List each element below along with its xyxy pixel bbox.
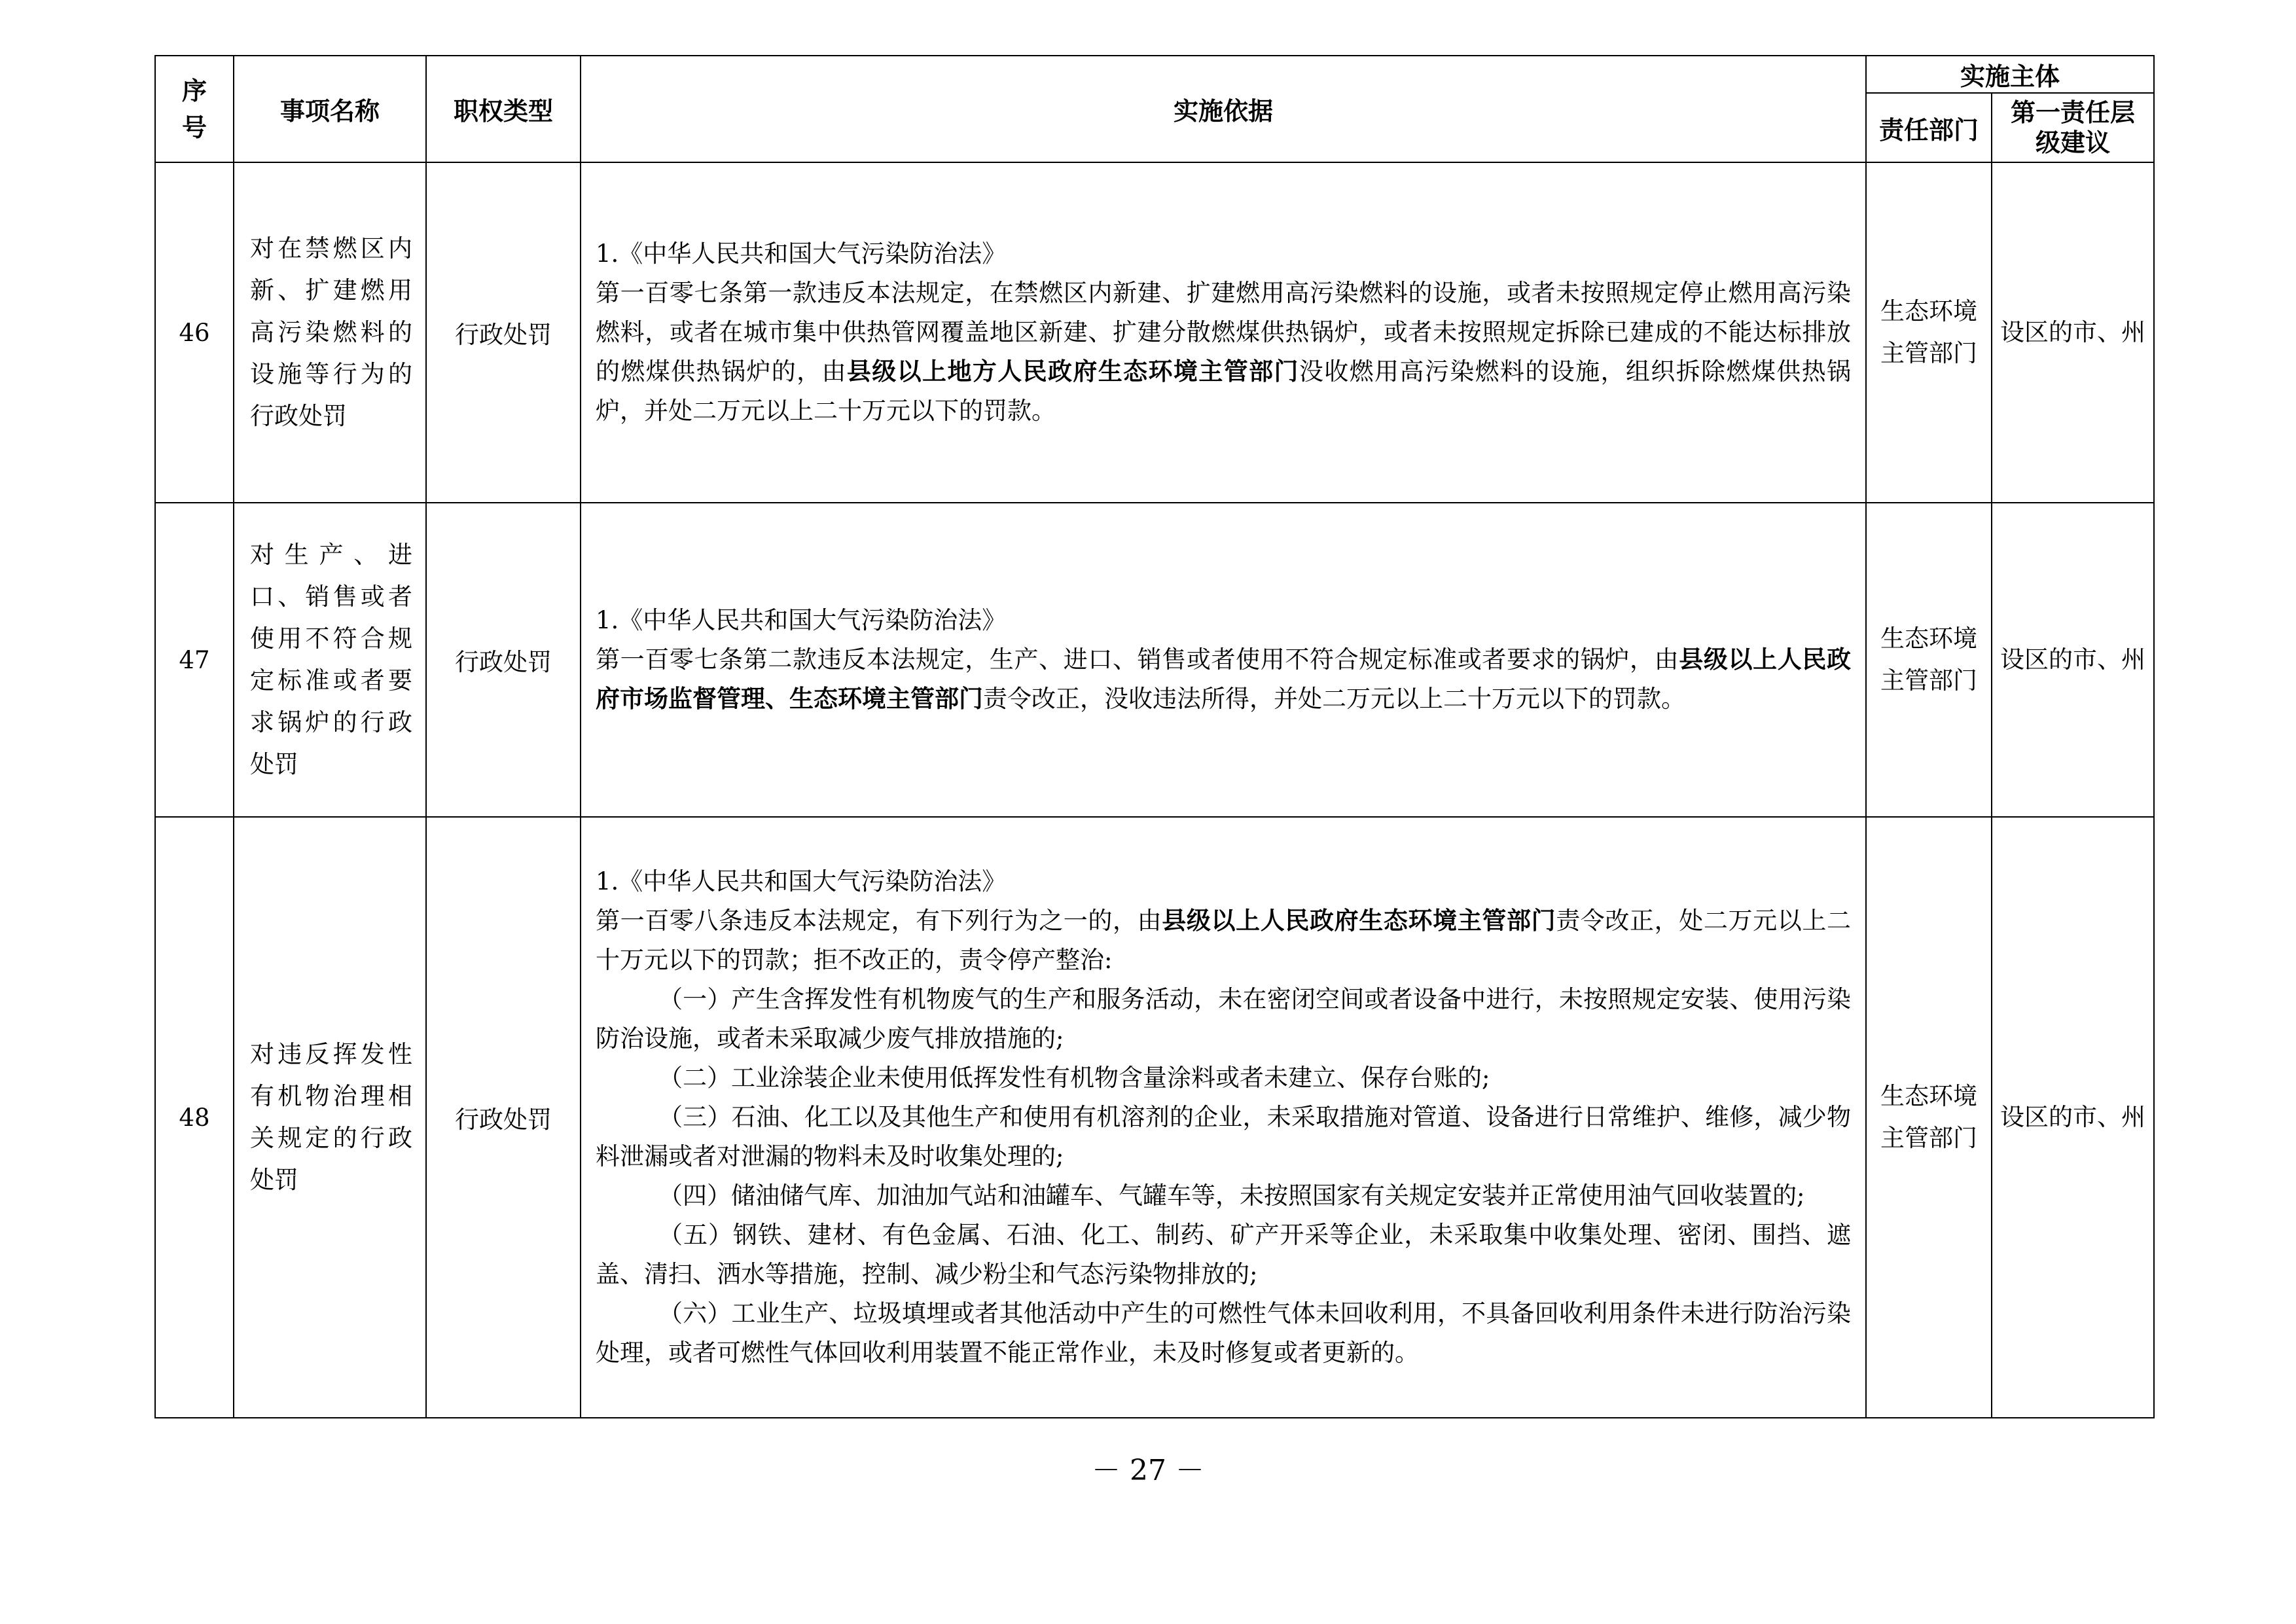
header-type: 职权类型 [426, 56, 581, 162]
row-type: 行政处罚 [426, 817, 581, 1418]
row-no: 48 [155, 817, 234, 1418]
row-no: 47 [155, 503, 234, 817]
row-dept: 生态环境主管部门 [1866, 817, 1992, 1418]
authority-bold: 县级以上人民政府生态环境主管部门 [1162, 907, 1556, 935]
law-title: 1.《中华人民共和国大气污染防治法》 [596, 867, 1007, 895]
row-basis [581, 503, 1866, 817]
header-dept: 责任部门 [1866, 93, 1992, 162]
table-row [155, 817, 2154, 1418]
law-title: 1.《中华人民共和国大气污染防治法》 [596, 606, 1007, 634]
authority-bold: 县级以上人民政府市场监督管理、生态环境主管部门 [596, 645, 1852, 713]
row-level: 设区的市、州 [1992, 817, 2154, 1418]
basis-item: （六）工业生产、垃圾填埋或者其他活动中产生的可燃性气体未回收利用，不具备回收利用条件未进行防治污染处理，或者可燃性气体回收利用装置不能正常作业，未及时修复或者更新的。 [596, 1299, 1851, 1367]
row-type: 行政处罚 [426, 503, 581, 817]
header-basis: 实施依据 [581, 56, 1866, 162]
row-basis [581, 817, 1866, 1418]
row-name: 对生产、进口、销售或者使用不符合规定标准或者要求锅炉的行政处罚 [234, 503, 426, 817]
basis-item: （四）储油储气库、加油加气站和油罐车、气罐车等，未按照国家有关规定安装并正常使用油气回收装置的; [658, 1182, 1805, 1210]
law-title: 1.《中华人民共和国大气污染防治法》 [596, 240, 1007, 268]
header-subject: 实施主体 [1866, 56, 2154, 93]
basis-item: （三）石油、化工以及其他生产和使用有机溶剂的企业，未采取措施对管道、设备进行日常维护、维修，减少物料泄漏或者对泄漏的物料未及时收集处理的; [596, 1103, 1851, 1170]
header-no: 序号 [155, 56, 234, 162]
basis-text: 第一百零七条第二款违反本法规定，生产、进口、销售或者使用不符合规定标准或者要求的锅炉，由县级以上人民政府市场监督管理、生态环境主管部门责令改正，没收违法所得，并处二万元以上二十万元以下的罚款。 [596, 645, 1852, 713]
header-level: 第一责任层级建议 [1992, 93, 2154, 162]
row-dept: 生态环境主管部门 [1866, 503, 1992, 817]
row-level: 设区的市、州 [1992, 503, 2154, 817]
header-name: 事项名称 [234, 56, 426, 162]
authority-bold: 县级以上地方人民政府生态环境主管部门 [846, 357, 1299, 386]
basis-item: （一）产生含挥发性有机物废气的生产和服务活动，未在密闭空间或者设备中进行，未按照规定安装、使用污染防治设施，或者未采取减少废气排放措施的; [596, 985, 1851, 1053]
basis-item: （二）工业涂装企业未使用低挥发性有机物含量涂料或者未建立、保存台账的; [658, 1064, 1490, 1092]
row-level: 设区的市、州 [1992, 162, 2154, 503]
basis-text: 第一百零七条第一款违反本法规定，在禁燃区内新建、扩建燃用高污染燃料的设施，或者未按照规定停止燃用高污染燃料，或者在城市集中供热管网覆盖地区新建、扩建分散燃煤供热锅炉，或者未按照规定拆除已建成的不能达标排放的燃煤供热锅炉的，由县级以上地方人民政府生态环境主管部门没收燃用高污染燃料的设施，组织拆除燃煤供热锅炉，并处二万元以上二十万元以下的罚款。 [596, 279, 1852, 425]
row-type: 行政处罚 [426, 162, 581, 503]
basis-text: 第一百零八条违反本法规定，有下列行为之一的，由县级以上人民政府生态环境主管部门责令改正，处二万元以上二十万元以下的罚款；拒不改正的，责令停产整治: [596, 907, 1852, 974]
row-name: 对在禁燃区内新、扩建燃用高污染燃料的设施等行为的行政处罚 [234, 162, 426, 503]
row-name: 对违反挥发性有机物治理相关规定的行政处罚 [234, 817, 426, 1418]
power-list-table [154, 55, 2155, 1418]
row-basis [581, 162, 1866, 503]
table-row [155, 503, 2154, 817]
basis-item: （五）钢铁、建材、有色金属、石油、化工、制药、矿产开采等企业，未采取集中收集处理、密闭、围挡、遮盖、清扫、洒水等措施，控制、减少粉尘和气态污染物排放的; [596, 1221, 1851, 1288]
table-row [155, 162, 2154, 503]
page-number: － 27 － [1092, 1454, 1204, 1487]
row-no: 46 [155, 162, 234, 503]
row-dept: 生态环境主管部门 [1866, 162, 1992, 503]
